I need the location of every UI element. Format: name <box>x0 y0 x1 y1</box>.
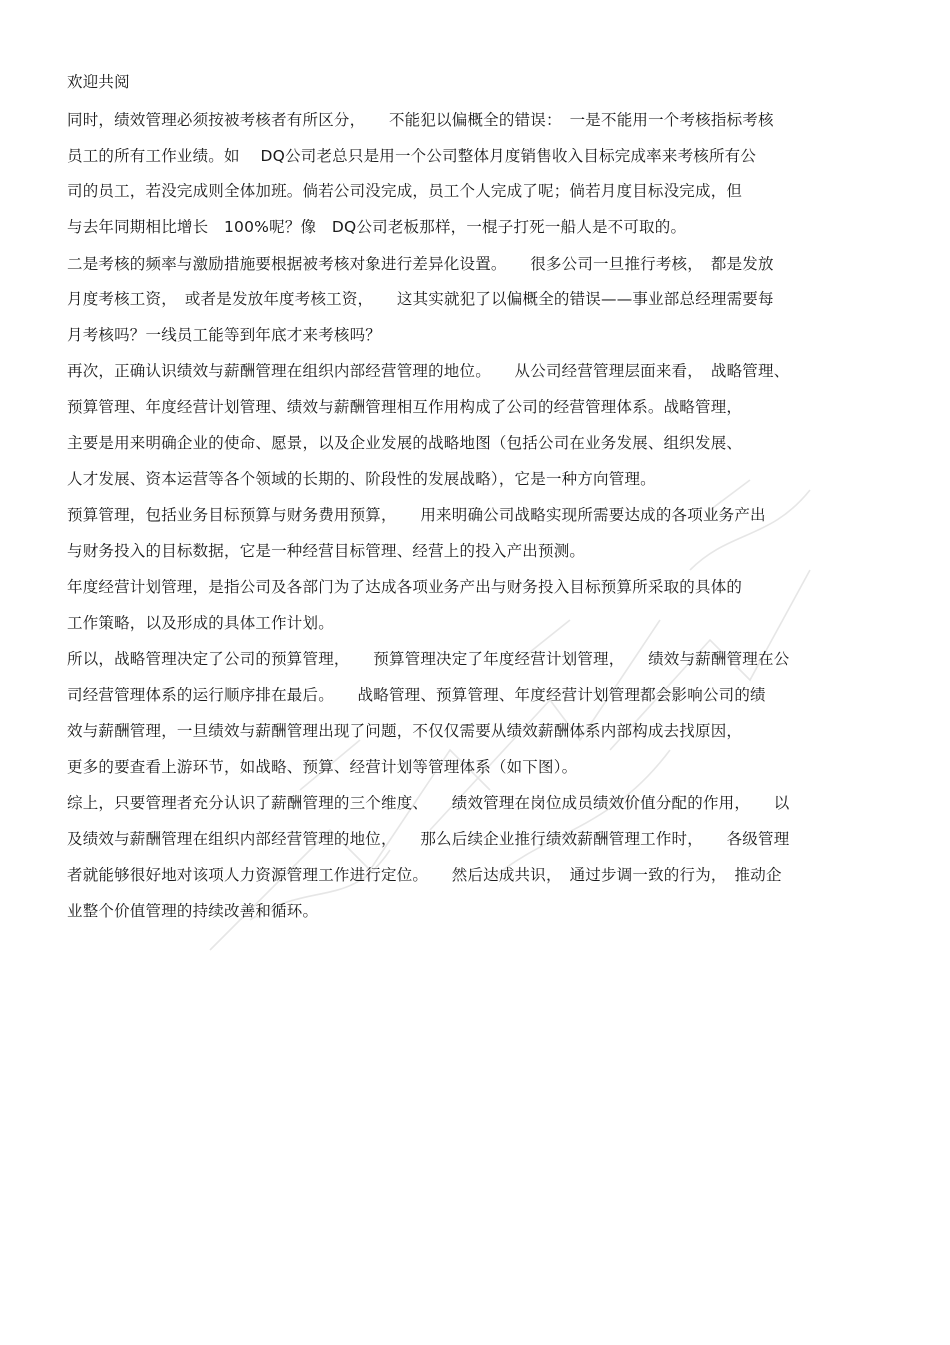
text-line: 司经营管理体系的运行顺序排在最后。 战略管理、预算管理、年度经营计划管理都会影响公司的绩 <box>67 686 766 704</box>
faint-watermark <box>190 450 830 970</box>
text-line: 员工的所有工作业绩。如 DQ公司老总只是用一个公司整体月度销售收入目标完成率来考核所有公 <box>67 147 757 165</box>
text-line: 月度考核工资， 或者是发放年度考核工资， 这其实就犯了以偏概全的错误——事业部总经理需要每 <box>67 290 774 308</box>
text-line: 与去年同期相比增长 100%呢？像 DQ公司老板那样，一棍子打死一船人是不可取的。 <box>67 218 687 236</box>
text-line: 预算管理、年度经营计划管理、绩效与薪酬管理相互作用构成了公司的经营管理体系。战略管理， <box>67 398 743 416</box>
text-line: 者就能够很好地对该项人力资源管理工作进行定位。 然后达成共识， 通过步调一致的行为， 推动企 <box>67 866 782 884</box>
text-line: 月考核吗？一线员工能等到年底才来考核吗？ <box>67 326 382 344</box>
text-line: 再次，正确认识绩效与薪酬管理在组织内部经营管理的地位。 从公司经营管理层面来看， 战略管理、 <box>67 362 790 380</box>
text-line: 同时，绩效管理必须按被考核者有所区分， 不能犯以偏概全的错误： 一是不能用一个考核指标考核 <box>67 111 774 129</box>
text-line: 与财务投入的目标数据，它是一种经营目标管理、经营上的投入产出预测。 <box>67 542 586 560</box>
text-line: 预算管理，包括业务目标预算与财务费用预算， 用来明确公司战略实现所需要达成的各项业务产出 <box>67 506 766 524</box>
text-line: 年度经营计划管理，是指公司及各部门为了达成各项业务产出与财务投入目标预算所采取的具体的 <box>67 578 743 596</box>
text-line: 所以，战略管理决定了公司的预算管理， 预算管理决定了年度经营计划管理， 绩效与薪酬管理在公 <box>67 650 790 668</box>
header-text: 欢迎共阅 <box>67 73 130 91</box>
text-line: 业整个价值管理的持续改善和循环。 <box>67 902 319 920</box>
text-line: 效与薪酬管理，一旦绩效与薪酬管理出现了问题，不仅仅需要从绩效薪酬体系内部构成去找原因， <box>67 722 743 740</box>
text-line: 司的员工，若没完成则全体加班。倘若公司没完成，员工个人完成了呢；倘若月度目标没完成，但 <box>67 182 743 200</box>
text-line: 主要是用来明确企业的使命、愿景，以及企业发展的战略地图（包括公司在业务发展、组织发展、 <box>67 434 743 452</box>
text-line: 人才发展、资本运营等各个领域的长期的、阶段性的发展战略），它是一种方向管理。 <box>67 470 656 488</box>
text-line: 及绩效与薪酬管理在组织内部经营管理的地位， 那么后续企业推行绩效薪酬管理工作时， 各级管理 <box>67 830 790 848</box>
text-line: 综上，只要管理者充分认识了薪酬管理的三个维度、 绩效管理在岗位成员绩效价值分配的作用， 以 <box>67 794 790 812</box>
text-line: 更多的要查看上游环节，如战略、预算、经营计划等管理体系（如下图）。 <box>67 758 578 776</box>
text-line: 工作策略，以及形成的具体工作计划。 <box>67 614 334 632</box>
text-line: 二是考核的频率与激励措施要根据被考核对象进行差异化设置。 很多公司一旦推行考核， 都是发放 <box>67 255 774 273</box>
